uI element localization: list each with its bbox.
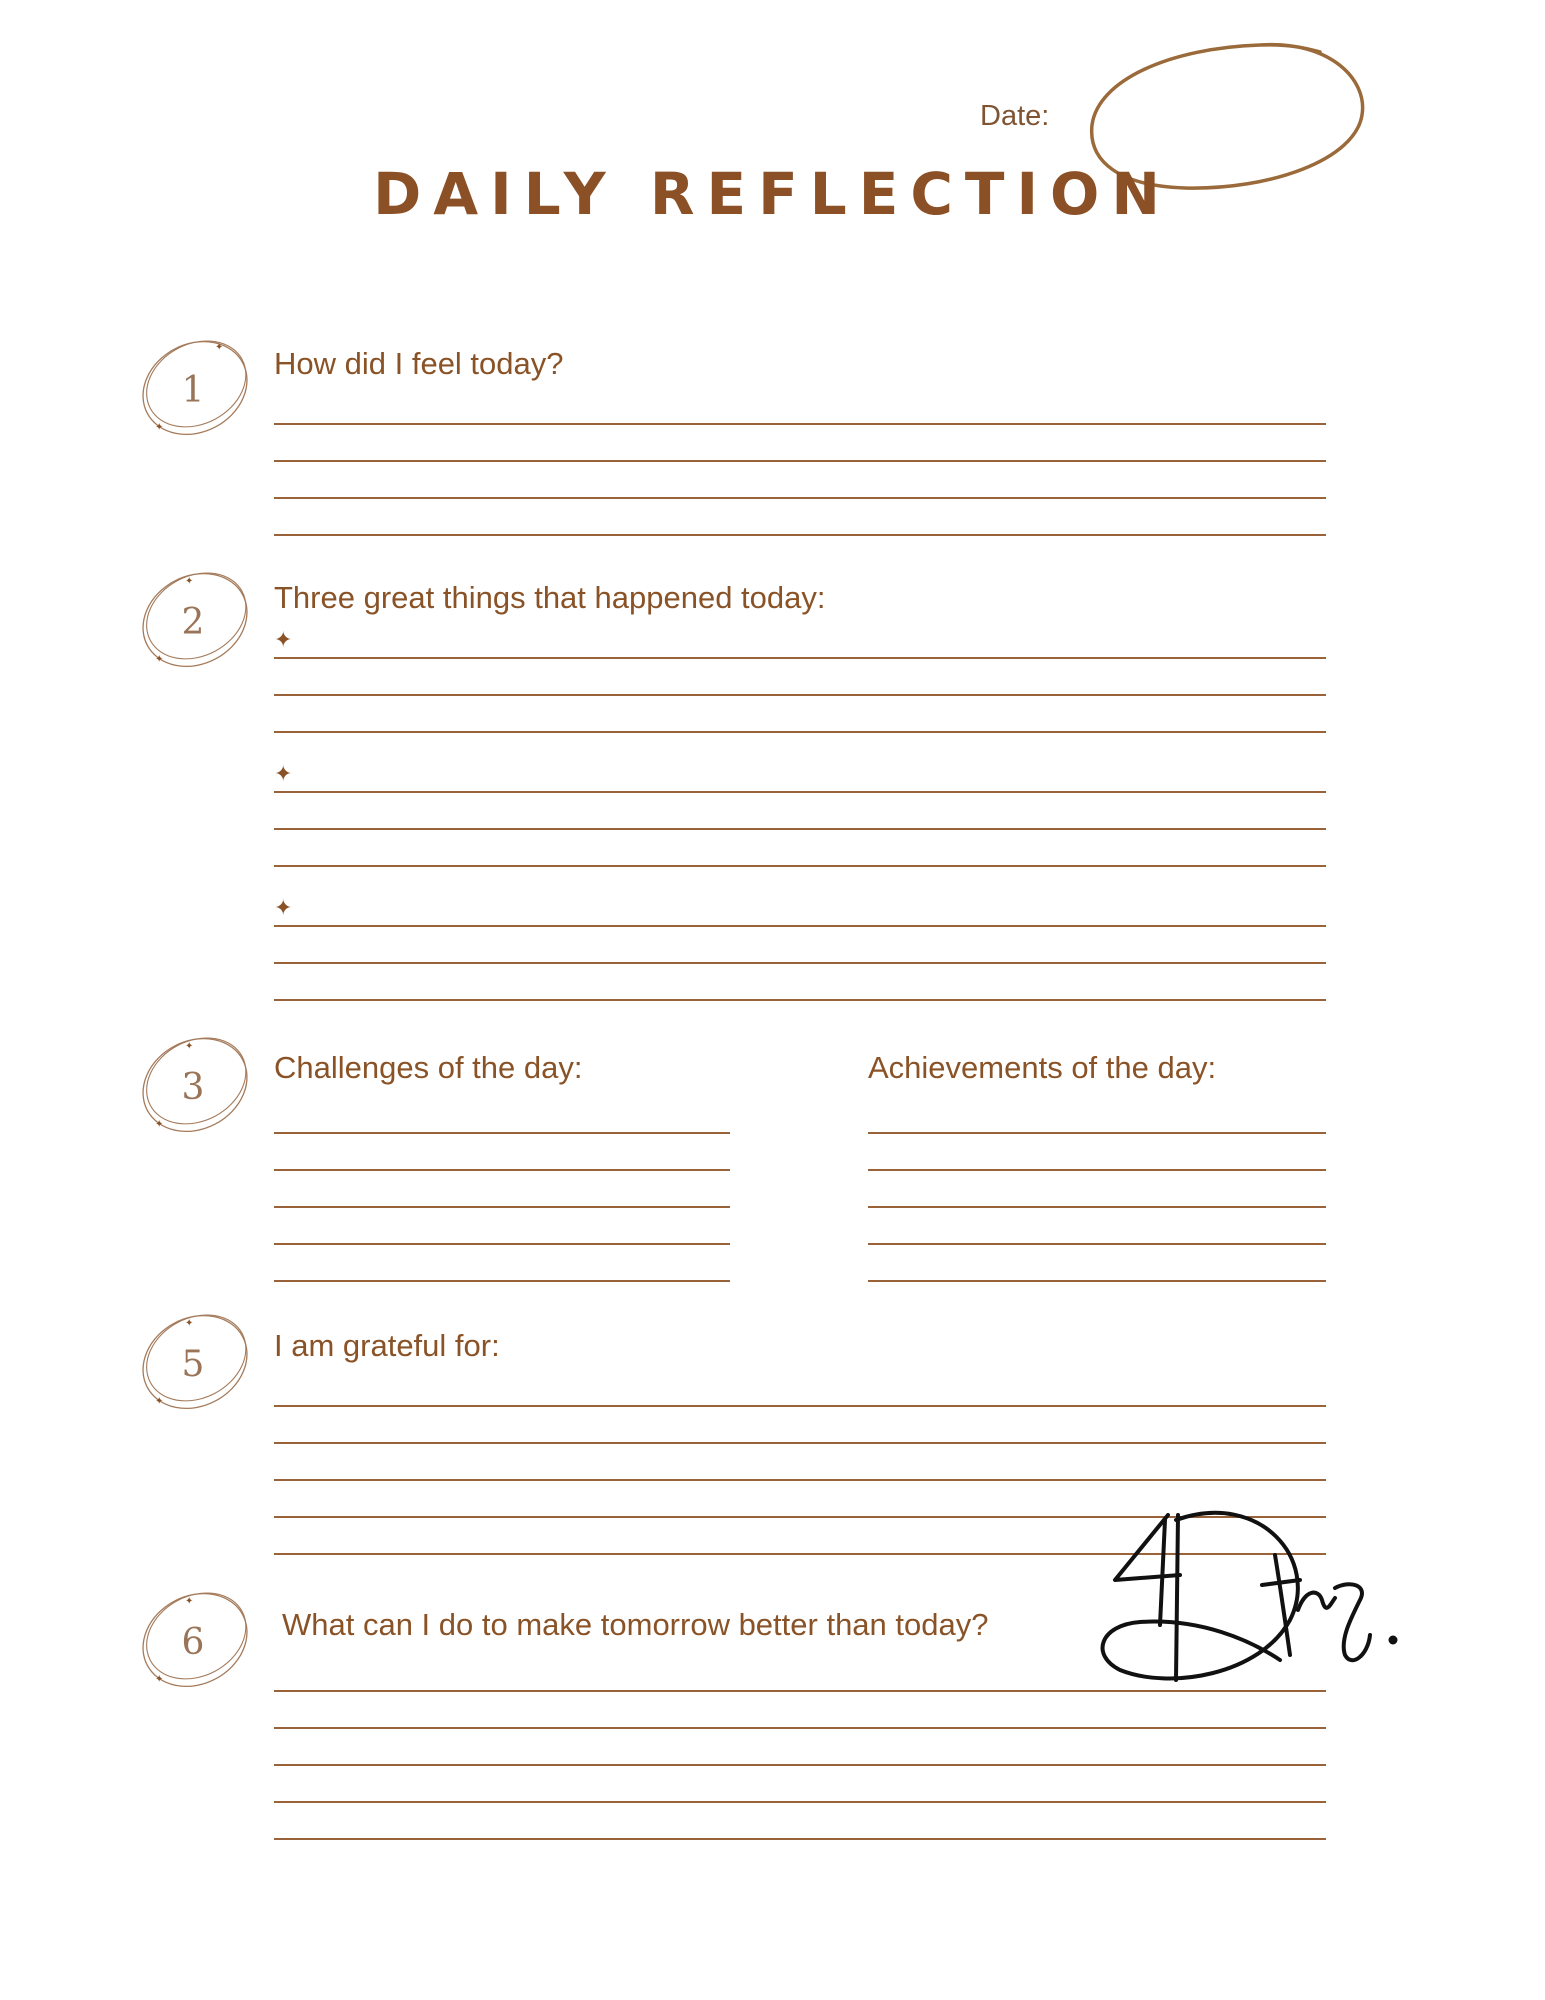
svg-text:3: 3 (181, 1067, 205, 1108)
writing-line[interactable] (274, 999, 1326, 1001)
svg-text:✦: ✦ (185, 1041, 194, 1052)
svg-text:6: 6 (181, 1622, 205, 1663)
writing-line[interactable] (274, 731, 1326, 733)
writing-line[interactable] (274, 460, 1326, 462)
writing-line[interactable] (274, 1243, 730, 1245)
writing-line[interactable] (274, 1690, 1326, 1692)
bullet-star-icon: ✦ (274, 895, 293, 920)
svg-text:✦: ✦ (215, 342, 224, 353)
writing-line[interactable] (274, 1405, 1326, 1407)
writing-line[interactable] (274, 1801, 1326, 1803)
svg-text:✦: ✦ (155, 422, 164, 433)
bullet-star-icon: ✦ (274, 627, 293, 652)
svg-text:✦: ✦ (155, 654, 164, 665)
writing-line[interactable] (274, 925, 1326, 927)
svg-text:✦: ✦ (155, 1119, 164, 1130)
date-label: Date: (980, 100, 1050, 132)
section-3-prompt-challenges: Challenges of the day: (274, 1050, 583, 1085)
writing-line[interactable] (274, 791, 1326, 793)
writing-line[interactable] (274, 1727, 1326, 1729)
writing-line[interactable] (274, 828, 1326, 830)
writing-line[interactable] (274, 1132, 730, 1134)
writing-line[interactable] (274, 1764, 1326, 1766)
bullet-star-icon: ✦ (274, 761, 293, 786)
writing-line[interactable] (274, 962, 1326, 964)
svg-text:✦: ✦ (155, 1674, 164, 1685)
writing-line[interactable] (868, 1280, 1326, 1282)
writing-line[interactable] (868, 1206, 1326, 1208)
svg-text:1: 1 (181, 370, 205, 411)
writing-line[interactable] (274, 657, 1326, 659)
svg-text:✦: ✦ (185, 1318, 194, 1329)
writing-line[interactable] (868, 1243, 1326, 1245)
writing-line[interactable] (274, 1479, 1326, 1481)
writing-line[interactable] (274, 1838, 1326, 1840)
badge-2-icon (127, 556, 264, 684)
writing-line[interactable] (274, 1280, 730, 1282)
page-title: DAILY REFLECTION (373, 160, 1172, 228)
writing-line[interactable] (868, 1132, 1326, 1134)
badge-6-icon (127, 1576, 264, 1704)
writing-line[interactable] (274, 1169, 730, 1171)
badge-3-icon (127, 1021, 264, 1149)
writing-line[interactable] (274, 497, 1326, 499)
writing-line[interactable] (274, 1442, 1326, 1444)
writing-line[interactable] (274, 1516, 1326, 1518)
writing-line[interactable] (274, 1553, 1326, 1555)
svg-text:✦: ✦ (185, 576, 194, 587)
writing-line[interactable] (274, 534, 1326, 536)
writing-line[interactable] (868, 1169, 1326, 1171)
svg-text:5: 5 (181, 1344, 205, 1385)
writing-line[interactable] (274, 1206, 730, 1208)
writing-line[interactable] (274, 865, 1326, 867)
section-6-prompt: What can I do to make tomorrow better than today? (282, 1607, 989, 1642)
writing-line[interactable] (274, 694, 1326, 696)
section-5-prompt: I am grateful for: (274, 1328, 500, 1363)
section-2-prompt: Three great things that happened today: (274, 580, 826, 615)
badge-1-icon (127, 324, 264, 452)
svg-text:✦: ✦ (185, 1596, 194, 1607)
badge-5-icon (127, 1298, 264, 1426)
section-3-prompt-achievements: Achievements of the day: (868, 1050, 1217, 1085)
svg-text:2: 2 (181, 602, 205, 643)
svg-text:✦: ✦ (155, 1396, 164, 1407)
writing-line[interactable] (274, 423, 1326, 425)
section-1-prompt: How did I feel today? (274, 346, 564, 381)
